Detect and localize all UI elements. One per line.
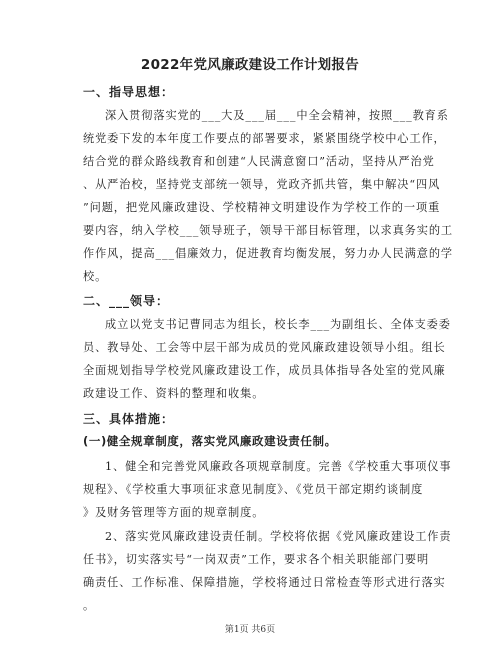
paragraph-line: 确责任、工作标准、保障措施，学校将通过日常检查等形式进行落实: [83, 576, 446, 589]
paragraph-line: 全面规划指导学校党风廉政建设工作，成员具体指导各处室的党风廉: [83, 364, 446, 377]
paragraph-line: 任书》，切实落实号“一岗双责”工作，要求各个相关职能部门要明: [83, 553, 430, 566]
paragraph-line: 》及财务管理等方面的规章制度。: [83, 506, 265, 519]
paragraph-line: 深入贯彻落实党的___大及___届___中全会精神，按照___教育系: [105, 109, 449, 122]
section-2-heading: 二、___领导：: [83, 294, 170, 308]
paragraph-line: 政建设工作、资料的整理和收集。: [83, 387, 265, 400]
paragraph-line: 要内容，纳入学校___领导班子，领导干部目标管理，以求真务实的工: [83, 224, 454, 237]
paragraph-line: 。: [83, 599, 96, 612]
paragraph-line: 员、教导处、工会等中层干部为成员的党风廉政建设领导小组。组长: [83, 341, 446, 354]
section-1-heading: 一、指导思想：: [83, 85, 175, 99]
subsection-heading: (一)健全规章制度，落实党风廉政建设责任制。: [83, 434, 337, 448]
page-footer: 第1页 共6页: [224, 625, 276, 635]
paragraph-line: 统党委下发的本年度工作要点的部署要求，紧紧围绕学校中心工作，: [83, 132, 446, 145]
document-title: 2022年党风廉政建设工作计划报告: [140, 57, 360, 73]
paragraph-line: 2、落实党风廉政建设责任制。学校将依据《党风廉政建设工作责: [105, 530, 452, 543]
paragraph-line: 规程》、《学校重大事项征求意见制度》、《党员干部定期约谈制度: [83, 483, 424, 496]
paragraph-line: ”问题，把党风廉政建设、学校精神文明建设作为学校工作的一项重: [83, 201, 441, 214]
section-3-heading: 三、具体措施：: [83, 412, 175, 426]
paragraph-line: 1、健全和完善党风廉政各项规章制度。完善《学校重大事项仪事: [105, 460, 452, 473]
paragraph-line: 作作风，提高___倡廉效力，促进教育均衡发展，努力办人民满意的学: [83, 247, 454, 260]
paragraph-line: 结合党的群众路线教育和创建“人民满意窗口”活动，坚持从严治党: [83, 155, 435, 168]
paragraph-line: 校。: [83, 270, 108, 283]
paragraph-line: 成立以党支书记曹同志为组长，校长李___为副组长、全体支委委: [105, 318, 451, 331]
paragraph-line: 、从严治校，坚持党支部统一领导，党政齐抓共管，集中解决“四风: [83, 178, 441, 191]
